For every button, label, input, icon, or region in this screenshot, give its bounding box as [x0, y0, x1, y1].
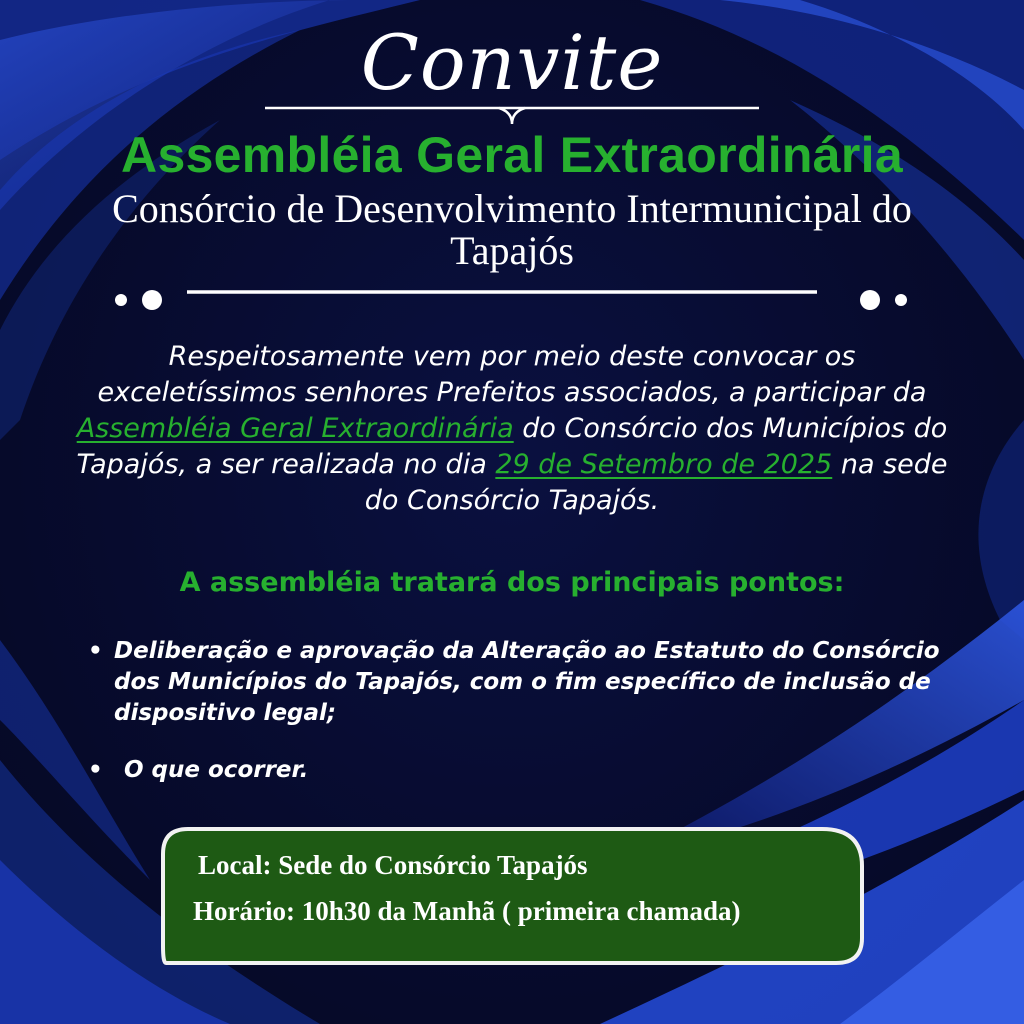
- date-link[interactable]: 29 de Setembro de 2025: [495, 449, 833, 480]
- agenda-list: [88, 636, 948, 786]
- list-item: [88, 636, 948, 729]
- dot-line-divider: [105, 284, 919, 316]
- local-text: Local: Sede do Consórcio Tapajós: [198, 850, 588, 880]
- list-item: [88, 755, 948, 786]
- paragraph-part-3: na sede do Consórcio Tapajós.: [364, 449, 948, 516]
- time-text: Horário: 10h30 da Manhã ( primeira chamada): [193, 896, 741, 926]
- points-heading: A assembléia tratará dos principais pontos:: [179, 567, 845, 598]
- bullet-icon: •: [88, 757, 103, 783]
- bullet-icon: •: [88, 638, 103, 664]
- assembly-link[interactable]: Assembléia Geral Extraordinária: [76, 413, 514, 444]
- subtitle: [60, 188, 964, 272]
- title-script: Convite: [360, 18, 664, 107]
- subtitle-line-1: Consórcio de Desenvolvimento Intermunicipal do: [112, 186, 912, 231]
- info-box: [160, 826, 865, 966]
- headline: Assembléia Geral Extraordinária: [121, 127, 903, 183]
- subtitle-line-2: Tapajós: [450, 228, 574, 273]
- agenda-item-text: O que ocorrer.: [124, 757, 309, 783]
- convocation-paragraph: [70, 339, 954, 519]
- paragraph-part-2: do Consórcio dos Municípios do Tapajós, a ser realizada no dia: [76, 413, 948, 480]
- agenda-item-text: Deliberação e aprovação da Alteração ao Estatuto do Consórcio dos Municípios do Tapajós, com o fim específico de inclusão de dispositivo legal;: [114, 638, 940, 726]
- paragraph-part-1: Respeitosamente vem por meio deste convocar os exceletíssimos senhores Prefeitos associados, a participar da: [97, 341, 927, 408]
- title-underline-ornament: [265, 98, 759, 128]
